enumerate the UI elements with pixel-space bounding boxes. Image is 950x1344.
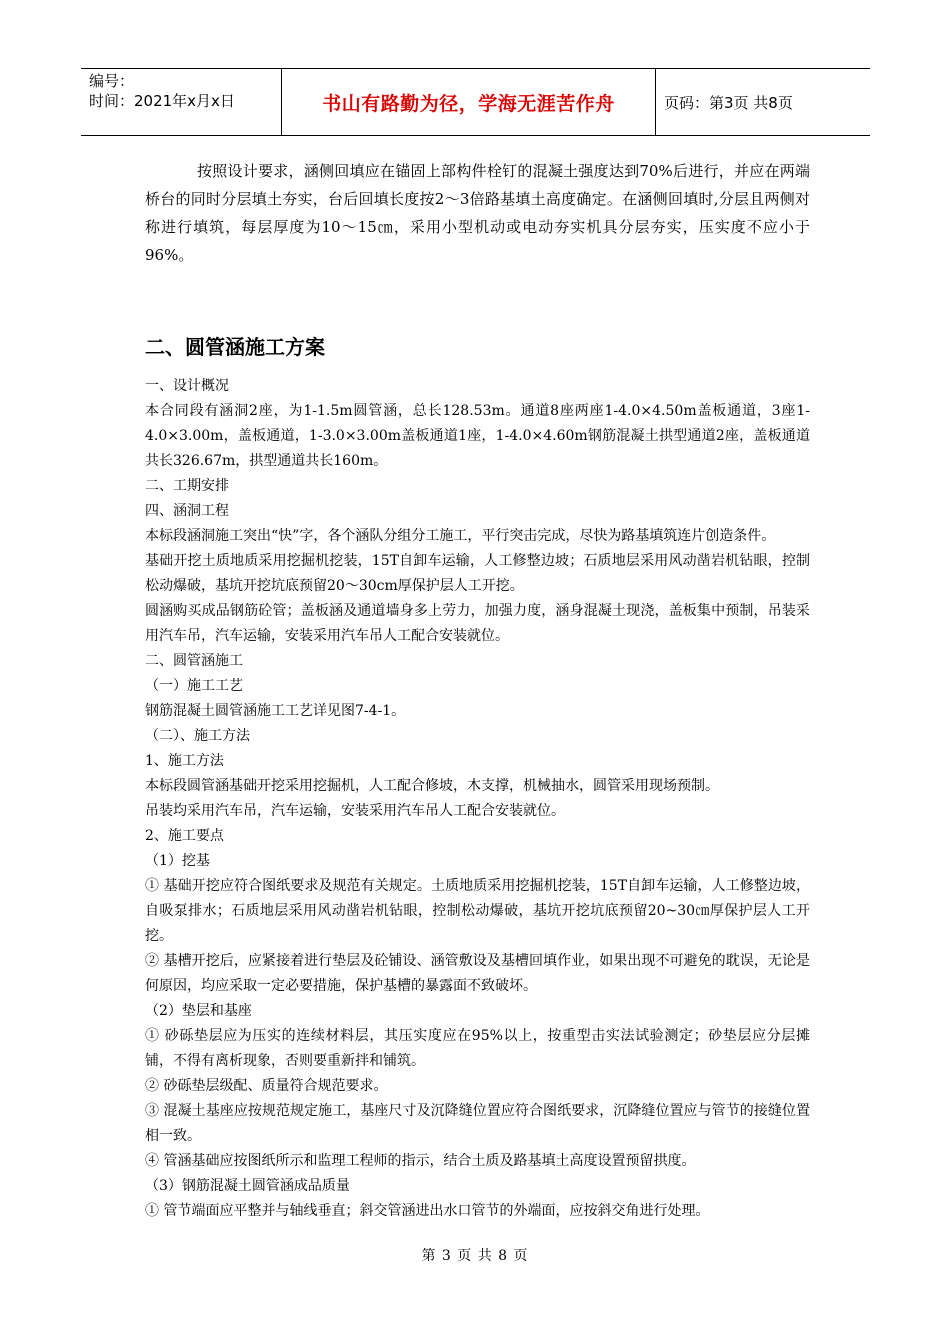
paragraph: 圆涵购买成品钢筋砼管；盖板涵及通道墙身多上劳力，加强力度，涵身混凝土现浇，盖板集中预制，吊装采用汽车吊，汽车运输，安装采用汽车吊人工配合安装就位。 (145, 603, 810, 644)
paragraph: 钢筋混凝土圆管涵施工工艺详见图7-4-1。 (145, 703, 406, 719)
paragraph: （一）施工工艺 (145, 678, 243, 694)
section-title: 二、圆管涵施工方案 (145, 335, 325, 359)
paragraph: 二、圆管涵施工 (145, 653, 243, 669)
paragraph: 2、施工要点 (145, 828, 224, 844)
paragraph: ② 基槽开挖后，应紧接着进行垫层及砼铺设、涵管敷设及基槽回填作业，如果出现不可避免的耽误，无论是何原因，均应采取一定必要措施，保护基槽的暴露面不致破坏。 (145, 953, 810, 994)
paragraph: 二、工期安排 (145, 478, 229, 494)
paragraph: ① 砂砾垫层应为压实的连续材料层，其压实度应在95%以上，按重型击实法试验测定；砂垫层应分层摊铺，不得有离析现象，否则要重新拌和铺筑。 (145, 1028, 810, 1069)
header-left-cell (81, 69, 282, 135)
document-body (145, 157, 810, 1224)
page-info: 页码：第3页 共8页 (664, 93, 793, 112)
serial-label: 编号： (89, 72, 135, 90)
paragraph: ② 砂砾垫层级配、质量符合规范要求。 (145, 1078, 388, 1094)
intro-paragraph: 按照设计要求，涵侧回填应在锚固上部构件栓钉的混凝土强度达到70%后进行，并应在两端桥台的同时分层填土夯实，台后回填长度按2～3倍路基填土高度确定。在涵侧回填时,分层且两侧对称进行填筑，每层厚度为10～15㎝，采用小型机动或电动夯实机具分层夯实，压实度不应小于96%。 (145, 162, 810, 264)
paragraph: ③ 混凝土基座应按规范规定施工，基座尺寸及沉降缝位置应符合图纸要求，沉降缝位置应与管节的接缝位置相一致。 (145, 1103, 810, 1144)
paragraph: ④ 管涵基础应按图纸所示和监理工程师的指示，结合土质及路基填土高度设置预留拱度。 (145, 1153, 696, 1169)
paragraph: 本标段涵洞施工突出“快”字，各个涵队分组分工施工，平行突击完成，尽快为路基填筑连片创造条件。 (145, 528, 776, 544)
paragraph: 本标段圆管涵基础开挖采用挖掘机，人工配合修坡，木支撑，机械抽水，圆管采用现场预制。 (145, 778, 719, 794)
paragraph: （二）、施工方法 (145, 728, 250, 744)
paragraph: 本合同段有涵洞2座，为1-1.5m圆管涵，总长128.53m。通道8座两座1-4.0×4.50m盖板通道，3座1-4.0×3.00m，盖板通道，1-3.0×3.00m盖板通道1座，1-4.0×4.60m钢筋混凝土拱型通道2座，盖板通道共长326.67m，拱型通道共长160m。 (145, 403, 810, 469)
paragraph: ① 基础开挖应符合图纸要求及规范有关规定。土质地质采用挖掘机挖装，15T自卸车运输，人工修整边坡，自吸泵排水；石质地层采用风动凿岩机钻眼，控制松动爆破，基坑开挖坑底预留20~30㎝厚保护层人工开挖。 (145, 878, 810, 944)
paragraph: （3）钢筋混凝土圆管涵成品质量 (145, 1178, 350, 1194)
motto: 书山有路勤为径，学海无涯苦作舟 (282, 69, 656, 135)
paragraph: 四、涵洞工程 (145, 503, 229, 519)
paragraph: 1、施工方法 (145, 753, 224, 769)
paragraph: 吊装均采用汽车吊，汽车运输，安装采用汽车吊人工配合安装就位。 (145, 803, 565, 819)
page-footer: 第 3 页 共 8 页 (421, 1248, 529, 1264)
paragraph: 一、设计概况 (145, 378, 229, 394)
paragraph-list (145, 374, 810, 1224)
paragraph: （1）挖基 (145, 853, 210, 869)
paragraph: ① 管节端面应平整并与轴线垂直；斜交管涵进出水口管节的外端面，应按斜交角进行处理。 (145, 1203, 710, 1219)
paragraph: （2）垫层和基座 (145, 1003, 252, 1019)
time-label: 时间：2021年x月x日 (89, 92, 235, 110)
paragraph: 基础开挖土质地质采用挖掘机挖装，15T自卸车运输，人工修整边坡；石质地层采用风动凿岩机钻眼，控制松动爆破，基坑开挖坑底预留20～30cm厚保护层人工开挖。 (145, 553, 810, 594)
header-table (81, 68, 870, 136)
